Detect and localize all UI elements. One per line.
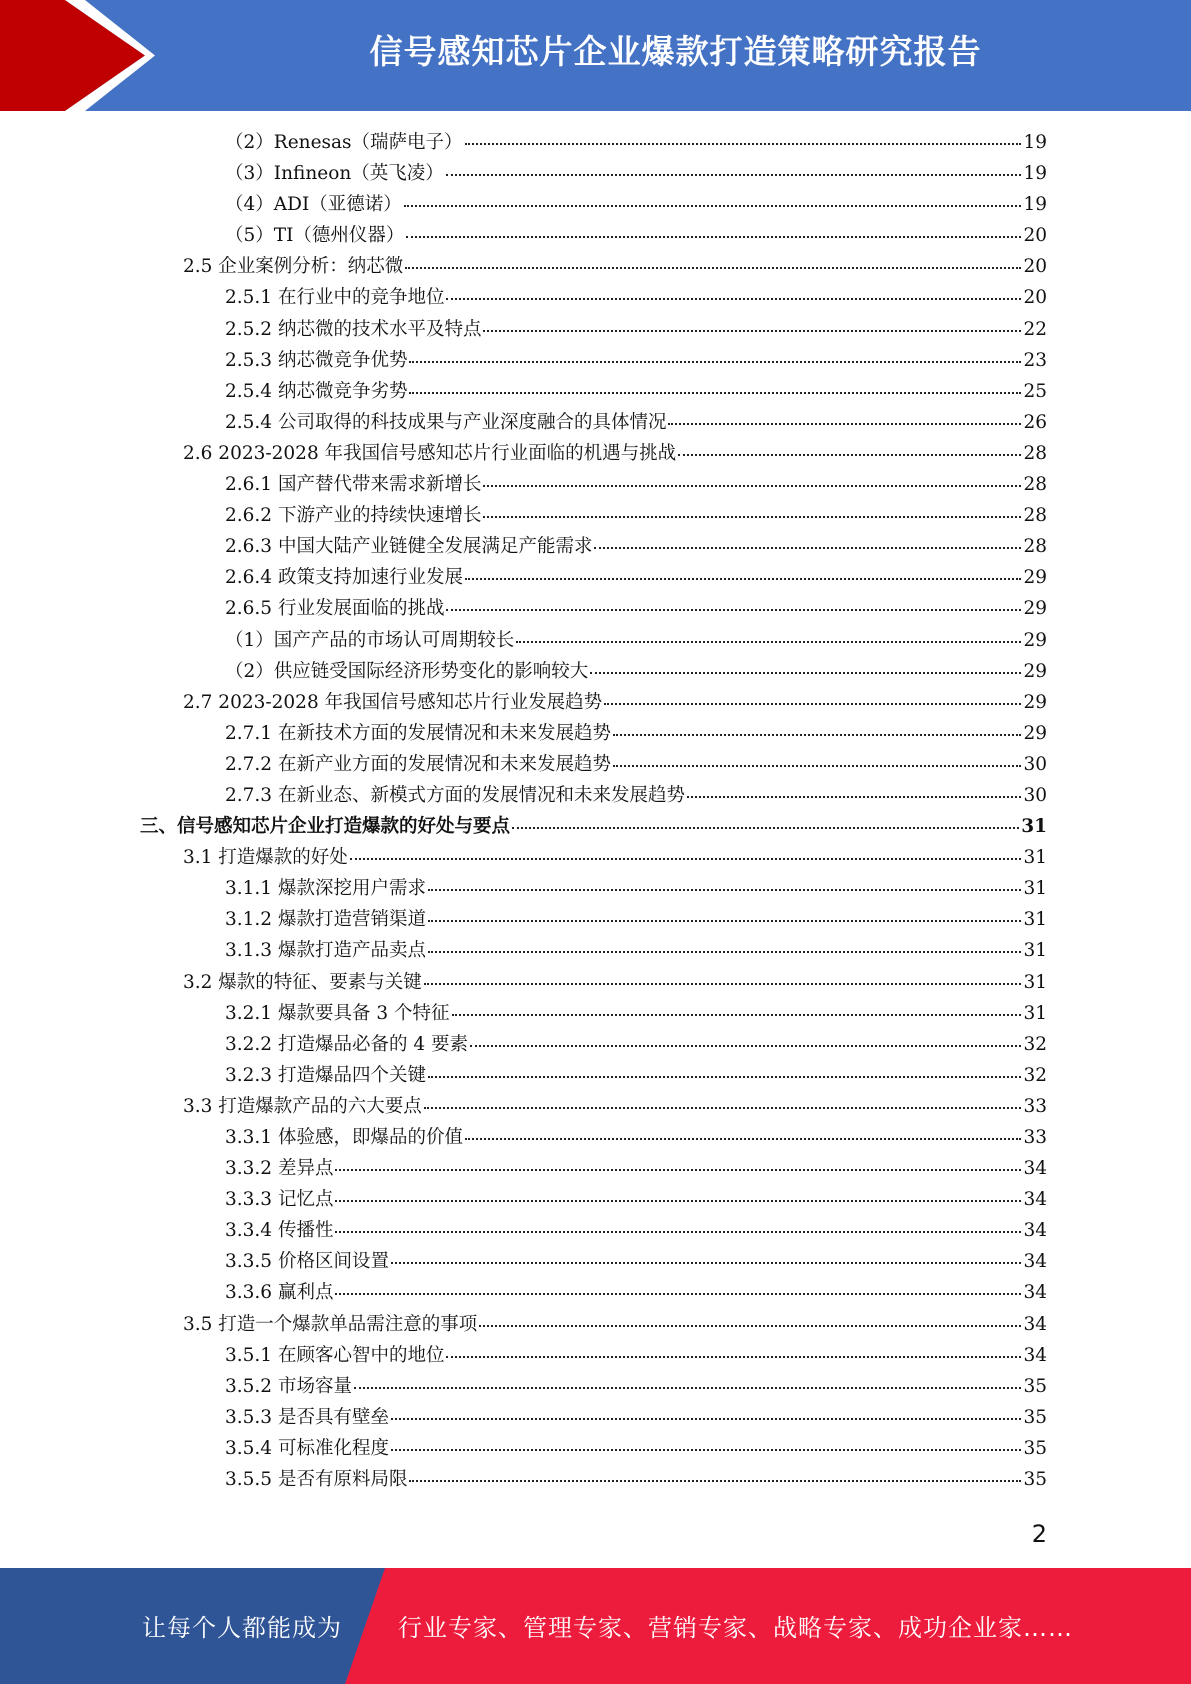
toc-entry-page: 33 <box>1023 1127 1047 1148</box>
toc-entry[interactable] <box>0 593 1191 624</box>
toc-entry[interactable] <box>0 158 1191 189</box>
toc-dot-leader <box>668 422 1021 425</box>
toc-entry-page: 31 <box>1023 878 1047 900</box>
toc-dot-leader <box>405 266 1021 269</box>
toc-dot-leader <box>465 1137 1021 1140</box>
toc-entry[interactable] <box>0 531 1191 562</box>
toc-entry-label: 3.5.1 在顾客心智中的地位 <box>225 1344 445 1366</box>
toc-entry[interactable] <box>0 345 1191 376</box>
toc-entry-page: 28 <box>1023 442 1047 464</box>
toc-entry[interactable] <box>0 1402 1191 1433</box>
toc-entry[interactable] <box>0 1122 1191 1153</box>
toc-dot-leader <box>678 453 1021 456</box>
toc-entry-page: 20 <box>1023 225 1047 247</box>
toc-entry-label: 2.6.1 国产替代带来需求新增长 <box>225 474 482 496</box>
toc-entry-label: 3.2.3 打造爆品四个关键 <box>225 1064 426 1086</box>
toc-entry-label: 2.5.1 在行业中的竞争地位 <box>225 287 445 309</box>
toc-entry[interactable] <box>0 842 1191 873</box>
toc-dot-leader <box>404 204 1022 207</box>
toc-entry-label: 2.6.2 下游产业的持续快速增长 <box>225 505 482 527</box>
toc-dot-leader <box>409 360 1021 363</box>
toc-dot-leader <box>483 515 1021 518</box>
toc-entry-label: 2.7.2 在新产业方面的发展情况和未来发展趋势 <box>225 753 611 775</box>
toc-entry-page: 34 <box>1023 1158 1047 1180</box>
toc-entry[interactable] <box>0 935 1191 966</box>
toc-entry-page: 31 <box>1023 847 1047 869</box>
toc-entry[interactable] <box>0 469 1191 500</box>
toc-entry-label: 2.5.3 纳芯微竞争优势 <box>225 349 408 371</box>
toc-entry-page: 29 <box>1023 598 1047 620</box>
toc-entry-label: 3.5.4 可标准化程度 <box>225 1437 389 1459</box>
toc-entry-label: 2.5.4 公司取得的科技成果与产业深度融合的具体情况 <box>225 411 667 433</box>
toc-dot-leader <box>470 1044 1021 1047</box>
toc-entry-label: 3.3 打造爆款产品的六大要点 <box>183 1095 422 1117</box>
toc-entry-page: 31 <box>1023 940 1047 962</box>
page-footer <box>0 1568 1191 1684</box>
toc-entry-label: 3.5.3 是否具有壁垒 <box>225 1406 389 1428</box>
toc-entry[interactable] <box>0 407 1191 438</box>
toc-dot-leader <box>428 1075 1021 1078</box>
toc-dot-leader <box>446 1355 1021 1358</box>
toc-entry-page: 34 <box>1023 1189 1047 1211</box>
toc-dot-leader <box>391 1261 1021 1264</box>
toc-entry-page: 19 <box>1023 163 1047 185</box>
toc-entry[interactable] <box>0 1464 1191 1495</box>
toc-entry-page: 30 <box>1023 784 1047 806</box>
toc-entry-label: （2）Renesas（瑞萨电子） <box>225 132 463 153</box>
report-title: 信号感知芯片企业爆款打造策略研究报告 <box>369 32 982 71</box>
toc-entry-label: 2.5 企业案例分析：纳芯微 <box>183 256 404 278</box>
toc-entry-page: 28 <box>1023 536 1047 558</box>
toc-entry-label: （4）ADI（亚德诺） <box>225 194 402 216</box>
toc-entry-label: 3.3.4 传播性 <box>225 1220 334 1242</box>
toc-entry-label: 3.1.2 爆款打造营销渠道 <box>225 909 426 931</box>
toc-entry[interactable] <box>0 1215 1191 1246</box>
footer-slogan-right: 行业专家、管理专家、营销专家、战略专家、成功企业家…… <box>398 1614 1073 1642</box>
toc-entry-page: 29 <box>1023 567 1047 589</box>
toc-dot-leader <box>428 919 1021 922</box>
toc-entry-page: 20 <box>1023 287 1047 309</box>
toc-entry[interactable] <box>0 1060 1191 1091</box>
toc-entry[interactable] <box>0 1340 1191 1371</box>
toc-entry-page: 34 <box>1023 1344 1047 1366</box>
toc-entry-label: 3.3.2 差异点 <box>225 1158 334 1180</box>
toc-dot-leader <box>613 733 1021 736</box>
toc-dot-leader <box>391 1448 1021 1451</box>
toc-entry-label: 2.7.1 在新技术方面的发展情况和未来发展趋势 <box>225 722 611 744</box>
toc-entry[interactable] <box>0 220 1191 251</box>
toc-entry-page: 34 <box>1023 1251 1047 1273</box>
header-arrow-decoration <box>0 0 200 111</box>
toc-dot-leader <box>354 1386 1022 1389</box>
toc-entry-page: 29 <box>1023 660 1047 682</box>
toc-dot-leader <box>424 1106 1022 1109</box>
toc-entry[interactable] <box>0 1029 1191 1060</box>
toc-entry-label: 2.6.5 行业发展面临的挑战 <box>225 598 445 620</box>
toc-dot-leader <box>452 1013 1022 1016</box>
toc-entry-page: 22 <box>1023 318 1047 340</box>
toc-entry-page: 28 <box>1023 474 1047 496</box>
toc-entry-label: 3.1.3 爆款打造产品卖点 <box>225 940 426 962</box>
toc-entry-label: 2.7.3 在新业态、新模式方面的发展情况和未来发展趋势 <box>225 784 685 806</box>
toc-entry-page: 28 <box>1023 505 1047 527</box>
toc-entry-page: 23 <box>1023 349 1047 371</box>
toc-dot-leader <box>594 546 1021 549</box>
toc-entry[interactable] <box>0 314 1191 345</box>
toc-entry-page: 34 <box>1023 1313 1047 1335</box>
toc-entry[interactable] <box>0 127 1191 158</box>
toc-entry[interactable] <box>0 967 1191 998</box>
toc-dot-leader <box>512 826 1019 829</box>
toc-entry-label: （5）TI（德州仪器） <box>225 225 405 247</box>
toc-entry-page: 35 <box>1023 1437 1047 1459</box>
toc-entry[interactable] <box>0 656 1191 687</box>
toc-dot-leader <box>446 297 1021 300</box>
toc-entry[interactable] <box>0 438 1191 469</box>
toc-entry-label: 3.3.5 价格区间设置 <box>225 1251 389 1273</box>
toc-entry-label: 2.5.4 纳芯微竞争劣势 <box>225 380 408 402</box>
toc-entry[interactable] <box>0 1246 1191 1277</box>
toc-entry-label: 2.5.2 纳芯微的技术水平及特点 <box>225 318 482 340</box>
toc-dot-leader <box>406 235 1021 238</box>
toc-dot-leader <box>613 764 1021 767</box>
toc-entry[interactable] <box>0 562 1191 593</box>
toc-entry[interactable] <box>0 1277 1191 1308</box>
toc-entry-label: 3.3.3 记忆点 <box>225 1189 334 1211</box>
toc-dot-leader <box>350 857 1022 860</box>
toc-entry-page: 29 <box>1023 691 1047 713</box>
toc-entry-label: 3.5.5 是否有原料局限 <box>225 1469 408 1491</box>
toc-entry-page: 31 <box>1023 1002 1047 1024</box>
toc-entry[interactable] <box>0 500 1191 531</box>
toc-entry-label: （3）Infineon（英飞凌） <box>225 163 444 185</box>
toc-dot-leader <box>428 888 1021 891</box>
footer-slogan-left: 让每个人都能成为 <box>142 1614 342 1642</box>
toc-entry-page: 32 <box>1023 1064 1047 1086</box>
toc-entry-label: 3.2 爆款的特征、要素与关键 <box>183 971 422 993</box>
toc-entry-label: 三、信号感知芯片企业打造爆款的好处与要点 <box>140 816 511 838</box>
toc-entry-label: 3.1.1 爆款深挖用户需求 <box>225 878 426 900</box>
toc-entry[interactable] <box>0 1433 1191 1464</box>
toc-dot-leader <box>465 577 1021 580</box>
toc-entry-label: （1）国产产品的市场认可周期较长 <box>225 629 515 651</box>
toc-entry[interactable] <box>0 189 1191 220</box>
toc-entry-label: 3.1 打造爆款的好处 <box>183 847 348 869</box>
page-header <box>0 0 1191 111</box>
toc-entry[interactable] <box>0 1091 1191 1122</box>
toc-entry-label: 2.7 2023-2028 年我国信号感知芯片行业发展趋势 <box>183 691 603 713</box>
toc-entry[interactable] <box>0 749 1191 780</box>
toc-entry-label: 3.3.1 体验感，即爆品的价值 <box>225 1127 463 1148</box>
toc-entry[interactable] <box>0 376 1191 407</box>
toc-entry-label: 2.6 2023-2028 年我国信号感知芯片行业面临的机遇与挑战 <box>183 442 677 464</box>
toc-entry-page: 31 <box>1023 971 1047 993</box>
toc-entry-page: 19 <box>1023 132 1047 153</box>
toc-entry[interactable] <box>0 251 1191 282</box>
toc-entry[interactable] <box>0 625 1191 656</box>
toc-entry-label: 3.5.2 市场容量 <box>225 1375 352 1397</box>
toc-dot-leader <box>391 1417 1021 1420</box>
toc-entry[interactable] <box>0 1309 1191 1340</box>
toc-entry[interactable] <box>0 904 1191 935</box>
toc-entry-label: 3.5 打造一个爆款单品需注意的事项 <box>183 1313 478 1335</box>
toc-entry-page: 32 <box>1023 1033 1047 1055</box>
toc-entry-label: 2.6.4 政策支持加速行业发展 <box>225 567 463 589</box>
toc-entry-page: 31 <box>1023 909 1047 931</box>
toc-entry[interactable] <box>0 873 1191 904</box>
toc-entry-label: 3.3.6 赢利点 <box>225 1282 334 1304</box>
toc-dot-leader <box>335 1199 1021 1202</box>
toc-entry-page: 35 <box>1023 1406 1047 1428</box>
toc-dot-leader <box>687 795 1021 798</box>
toc-entry[interactable] <box>0 1153 1191 1184</box>
toc-entry-label: （2）供应链受国际经济形势变化的影响较大 <box>225 660 589 682</box>
toc-entry-page: 30 <box>1023 753 1047 775</box>
toc-entry-page: 29 <box>1023 629 1047 651</box>
toc-entry[interactable] <box>0 1184 1191 1215</box>
toc-dot-leader <box>516 640 1021 643</box>
toc-dot-leader <box>465 142 1022 145</box>
toc-entry-label: 2.6.3 中国大陆产业链健全发展满足产能需求 <box>225 536 593 558</box>
toc-entry-page: 34 <box>1023 1220 1047 1242</box>
toc-dot-leader <box>335 1168 1021 1171</box>
toc-dot-leader <box>335 1292 1021 1295</box>
toc-dot-leader <box>590 671 1021 674</box>
toc-entry[interactable] <box>0 998 1191 1029</box>
toc-entry-page: 35 <box>1023 1375 1047 1397</box>
toc-entry-page: 26 <box>1023 411 1047 433</box>
toc-entry-page: 35 <box>1023 1469 1047 1491</box>
toc-entry[interactable] <box>0 780 1191 811</box>
toc-entry[interactable] <box>0 718 1191 749</box>
toc-entry-page: 25 <box>1023 380 1047 402</box>
toc-dot-leader <box>335 1230 1021 1233</box>
toc-entry-page: 34 <box>1023 1282 1047 1304</box>
toc-entry[interactable] <box>0 687 1191 718</box>
toc-entry[interactable] <box>0 282 1191 313</box>
toc-dot-leader <box>479 1324 1021 1327</box>
toc-entry[interactable] <box>0 811 1191 842</box>
toc-dot-leader <box>409 1479 1021 1482</box>
toc-entry-page: 31 <box>1021 816 1047 838</box>
toc-entry-page: 19 <box>1023 194 1047 216</box>
toc-entry-page: 29 <box>1023 722 1047 744</box>
toc-dot-leader <box>446 173 1022 176</box>
toc-entry-page: 33 <box>1023 1095 1047 1117</box>
toc-entry-label: 3.2.1 爆款要具备 3 个特征 <box>225 1002 450 1024</box>
toc-dot-leader <box>428 950 1021 953</box>
toc-dot-leader <box>483 329 1021 332</box>
toc-dot-leader <box>409 391 1021 394</box>
toc-dot-leader <box>424 982 1022 985</box>
toc-dot-leader <box>604 702 1021 705</box>
toc-entry[interactable] <box>0 1371 1191 1402</box>
toc-entry-label: 3.2.2 打造爆品必备的 4 要素 <box>225 1033 468 1055</box>
page-number: 2 <box>1031 1520 1047 1548</box>
toc-dot-leader <box>483 484 1021 487</box>
toc-entry-page: 20 <box>1023 256 1047 278</box>
table-of-contents <box>0 127 1191 1495</box>
toc-dot-leader <box>446 608 1021 611</box>
